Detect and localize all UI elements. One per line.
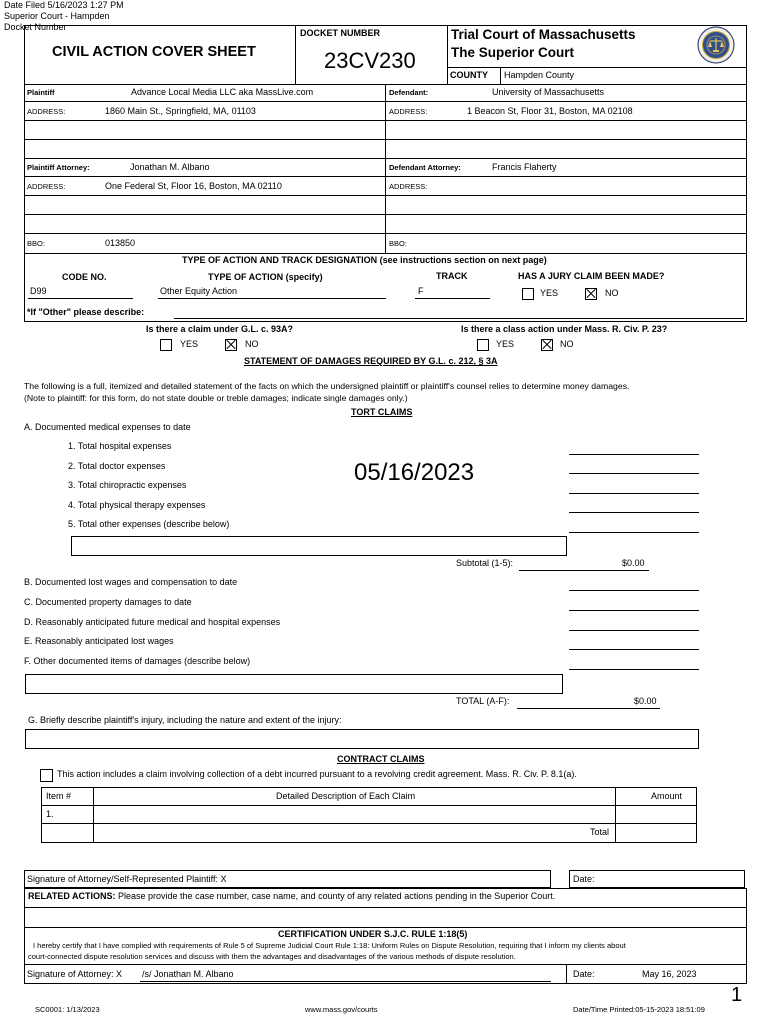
revolving-credit-checkbox[interactable] xyxy=(40,769,53,782)
signature-date-label[interactable]: Date: xyxy=(573,874,595,884)
plaintiff-address-label: ADDRESS: xyxy=(27,107,66,116)
jury-yes-checkbox[interactable] xyxy=(522,288,534,300)
93a-yes-checkbox[interactable] xyxy=(160,339,172,351)
93a-no-checkbox[interactable] xyxy=(225,339,237,351)
defendant-address-label: ADDRESS: xyxy=(389,107,428,116)
docket-label: DOCKET NUMBER xyxy=(300,28,380,38)
defendant-label: Defendant: xyxy=(389,88,429,97)
total-value[interactable]: $0.00 xyxy=(634,696,657,706)
tort-item-3-field[interactable] xyxy=(569,493,699,494)
defendant-attorney-label: Defendant Attorney: xyxy=(389,163,461,172)
other-damages-field[interactable] xyxy=(25,674,563,694)
plaintiff-label: Plaintiff xyxy=(27,88,55,97)
code-value[interactable]: D99 xyxy=(30,286,47,296)
rule23-yes-label: YES xyxy=(496,339,515,349)
certification-line-2: court-connected dispute resolution services and discuss with them the advantages and disadvantages of the various methods of dispute resolution. xyxy=(28,952,516,961)
total-label: TOTAL (A-F): xyxy=(456,696,510,706)
93a-no-label: NO xyxy=(245,339,259,349)
other-describe-label: *If "Other" please describe: xyxy=(27,307,145,317)
plaintiff-attorney-value[interactable]: Jonathan M. Albano xyxy=(130,162,210,172)
filing-stamp-court: Superior Court - Hampden xyxy=(4,11,110,21)
tort-e-field[interactable] xyxy=(569,649,699,650)
injury-description-field[interactable] xyxy=(25,729,699,749)
tort-item-5-field[interactable] xyxy=(569,532,699,533)
contract-row-item: 1. xyxy=(46,809,54,819)
related-actions-description: Please provide the case number, case name, and county of any related actions pending in the Superior Court. xyxy=(118,891,556,901)
tort-f-label: F. Other documented items of damages (describe below) xyxy=(24,656,251,666)
defendant-attorney-address-label: ADDRESS: xyxy=(389,182,428,191)
code-label: CODE NO. xyxy=(62,272,107,282)
plaintiff-value[interactable]: Advance Local Media LLC aka MassLive.com xyxy=(131,87,314,97)
tort-item-3: 3. Total chiropractic expenses xyxy=(68,480,187,490)
jury-no-label: NO xyxy=(605,288,619,298)
certification-date-label: Date: xyxy=(573,969,595,979)
question-rule23: Is there a class action under Mass. R. Civ. P. 23? xyxy=(461,324,668,334)
tort-b-field[interactable] xyxy=(569,590,699,591)
signature-label[interactable]: Signature of Attorney/Self-Represented Plaintiff: X xyxy=(27,874,227,884)
tort-e-label: E. Reasonably anticipated lost wages xyxy=(24,636,174,646)
docket-number[interactable]: 23CV230 xyxy=(324,48,416,73)
tort-f-field[interactable] xyxy=(569,669,699,670)
tort-item-4: 4. Total physical therapy expenses xyxy=(68,500,206,510)
plaintiff-attorney-address-value[interactable]: One Federal St, Floor 16, Boston, MA 02110 xyxy=(105,181,282,191)
tort-item-2: 2. Total doctor expenses xyxy=(68,461,166,471)
certification-signature-value[interactable]: /s/ Jonathan M. Albano xyxy=(142,969,234,979)
question-93a: Is there a claim under G.L. c. 93A? xyxy=(146,324,294,334)
related-actions-text xyxy=(28,891,555,902)
tort-a-label: A. Documented medical expenses to date xyxy=(24,422,191,432)
track-label: TRACK xyxy=(436,271,468,281)
tort-c-field[interactable] xyxy=(569,610,699,611)
footer-printed: Date/Time Printed:05-15-2023 18:51:09 xyxy=(573,1005,705,1014)
county-label: COUNTY xyxy=(450,70,488,80)
tort-item-2-field[interactable] xyxy=(569,473,699,474)
contract-col-amount: Amount xyxy=(651,791,683,801)
date-stamp: 05/16/2023 xyxy=(354,459,475,486)
tort-item-4-field[interactable] xyxy=(569,512,699,513)
action-section-title: TYPE OF ACTION AND TRACK DESIGNATION (see instructions section on next page) xyxy=(182,255,547,265)
tort-g-label: G. Briefly describe plaintiff's injury, including the nature and extent of the injury: xyxy=(28,715,342,725)
certification-title: CERTIFICATION UNDER S.J.C. RULE 1:18(5) xyxy=(278,929,468,939)
footer-url[interactable]: www.mass.gov/courts xyxy=(305,1005,378,1014)
form-title: CIVIL ACTION COVER SHEET xyxy=(52,44,256,60)
tort-d-label: D. Reasonably anticipated future medical and hospital expenses xyxy=(24,617,281,627)
county-value[interactable]: Hampden County xyxy=(504,70,575,80)
rule23-no-checkbox[interactable] xyxy=(541,339,553,351)
type-value[interactable]: Other Equity Action xyxy=(160,286,238,296)
tort-d-field[interactable] xyxy=(569,630,699,631)
defendant-bbo-label: BBO: xyxy=(389,239,407,248)
contract-total-label: Total xyxy=(590,827,610,837)
type-label: TYPE OF ACTION (specify) xyxy=(208,272,323,282)
damages-intro-1: The following is a full, itemized and detailed statement of the facts on which the undersigned plaintiff or plaintiff's counsel relies to determine money damages. xyxy=(24,381,630,391)
93a-yes-label: YES xyxy=(180,339,199,349)
tort-c-label: C. Documented property damages to date xyxy=(24,597,192,607)
filing-stamp-docket: Docket Number xyxy=(4,22,67,32)
filing-stamp-date: Date Filed 5/16/2023 1:27 PM xyxy=(4,0,124,10)
tort-item-5: 5. Total other expenses (describe below) xyxy=(68,519,230,529)
tort-item-1-field[interactable] xyxy=(569,454,699,455)
jury-no-checkbox[interactable] xyxy=(585,288,597,300)
plaintiff-address-value[interactable]: 1860 Main St., Springfield, MA, 01103 xyxy=(105,106,256,116)
subtotal-value[interactable]: $0.00 xyxy=(622,558,645,568)
defendant-value[interactable]: University of Massachusetts xyxy=(492,87,605,97)
defendant-address-value[interactable]: 1 Beacon St, Floor 31, Boston, MA 02108 xyxy=(467,106,633,116)
tort-b-label: B. Documented lost wages and compensation to date xyxy=(24,577,238,587)
bbo-label: BBO: xyxy=(27,239,45,248)
certification-signature-label: Signature of Attorney: X xyxy=(27,969,123,979)
plaintiff-attorney-label: Plaintiff Attorney: xyxy=(27,163,90,172)
rule23-no-label: NO xyxy=(560,339,574,349)
contract-col-desc: Detailed Description of Each Claim xyxy=(276,791,416,801)
damages-title: STATEMENT OF DAMAGES REQUIRED BY G.L. c. 212, § 3A xyxy=(244,356,498,366)
page-number: 1 xyxy=(731,984,743,1006)
contract-claims-title: CONTRACT CLAIMS xyxy=(337,754,425,764)
defendant-attorney-value[interactable]: Francis Flaherty xyxy=(492,162,557,172)
damages-intro-2: (Note to plaintiff: for this form, do not state double or treble damages; indicate single damages only.) xyxy=(24,393,408,403)
rule23-yes-checkbox[interactable] xyxy=(477,339,489,351)
contract-col-item: Item # xyxy=(46,791,72,801)
court-name: Trial Court of Massachusetts xyxy=(451,27,636,42)
tort-item-1: 1. Total hospital expenses xyxy=(68,441,172,451)
track-value[interactable]: F xyxy=(418,286,424,296)
related-actions-label: RELATED ACTIONS: xyxy=(28,891,116,901)
jury-yes-label: YES xyxy=(540,288,559,298)
plaintiff-attorney-address-label: ADDRESS: xyxy=(27,182,66,191)
tort-claims-title: TORT CLAIMS xyxy=(351,407,413,417)
subtotal-label: Subtotal (1-5): xyxy=(456,558,514,568)
certification-line-1: I hereby certify that I have complied with requirements of Rule 5 of Supreme Judicial Court Rule 1:18: Uniform Rules on Dispute Resolution, requiring that I inform my clients about xyxy=(33,941,626,950)
other-expenses-field[interactable] xyxy=(71,536,567,556)
footer-form-id: SC0001: 1/13/2023 xyxy=(35,1005,100,1014)
certification-date-value[interactable]: May 16, 2023 xyxy=(642,969,697,979)
signature-date-box xyxy=(569,870,745,888)
bbo-value[interactable]: 013850 xyxy=(105,238,136,248)
court-division: The Superior Court xyxy=(451,45,575,60)
jury-label: HAS A JURY CLAIM BEEN MADE? xyxy=(518,271,665,281)
court-seal-icon xyxy=(697,26,735,64)
revolving-credit-label: This action includes a claim involving collection of a debt incurred pursuant to a revolving credit agreement. Mass. R. Civ. P. 8.1(a). xyxy=(57,769,577,779)
